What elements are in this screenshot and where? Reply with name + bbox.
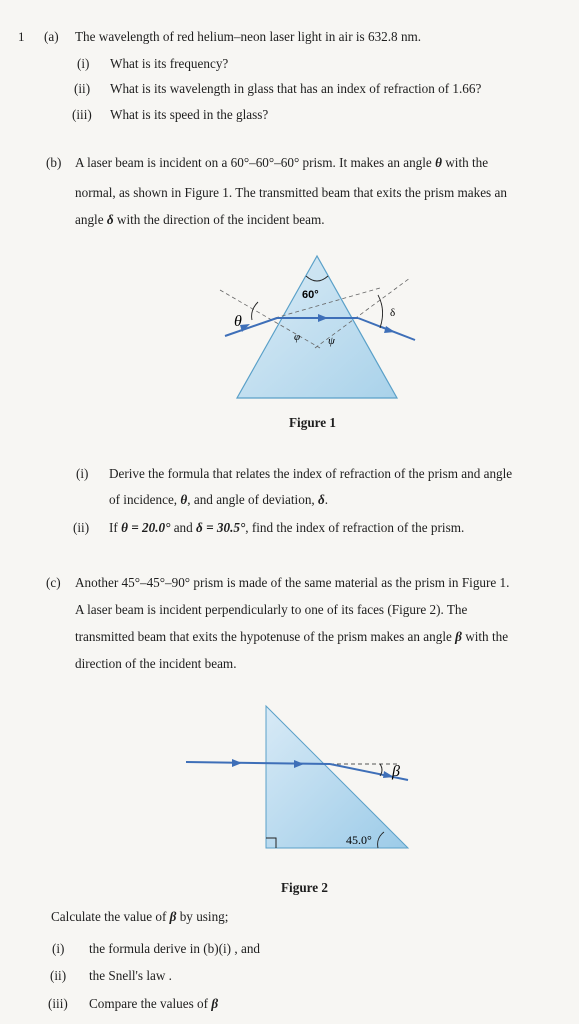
- figure-1-prism-diagram: [200, 248, 420, 408]
- calculate-line: [51, 909, 228, 925]
- part-b-line1: [75, 155, 488, 171]
- calculate-beta: β: [169, 909, 177, 924]
- part-b-line3-b: with the direction of the incident beam.: [116, 212, 325, 227]
- apex-angle-label: 60°: [302, 289, 319, 301]
- base-angle-label: 45.0°: [346, 833, 372, 847]
- part-c-line1: Another 45°–45°–90° prism is made of the same material as the prism in Figure 1.: [75, 575, 510, 590]
- part-b-i-line1: Derive the formula that relates the index of refraction of the prism and angle: [109, 466, 513, 481]
- part-b-ii-theta-value: θ = 20.0°: [121, 520, 171, 535]
- delta-arc: [378, 295, 383, 328]
- part-c-label: (c): [46, 575, 61, 590]
- part-c-line3: [75, 629, 508, 645]
- part-c-line2: A laser beam is incident perpendicularly to one of its faces (Figure 2). The: [75, 602, 468, 617]
- part-b-line3-a: angle: [75, 212, 104, 227]
- part-a-i-text: What is its frequency?: [110, 56, 229, 71]
- part-b-ii-delta-value: δ = 30.5°: [196, 520, 246, 535]
- calculate-c: by using;: [179, 909, 229, 924]
- delta-label: δ: [390, 307, 396, 319]
- figure-2-prism-diagram: [180, 700, 420, 860]
- part-c-ii-label: (ii): [50, 968, 67, 983]
- part-c-iii-a: Compare the values of: [89, 996, 209, 1011]
- part-b-ii-e: , find the index of refraction of the prism.: [245, 520, 465, 535]
- part-b-label: (b): [46, 155, 62, 170]
- part-c-iii-text: [89, 996, 218, 1012]
- delta-symbol: δ: [106, 212, 114, 227]
- part-c-line4: direction of the incident beam.: [75, 656, 237, 671]
- part-c-ii-text: the Snell's law .: [89, 968, 172, 983]
- part-c-iii-label: (iii): [48, 996, 68, 1011]
- figure-2-caption: Figure 2: [281, 880, 329, 895]
- part-a-label: (a): [44, 29, 59, 44]
- part-b-line1-a: A laser beam is incident on a 60°–60°–60° prism. It makes an angle: [75, 155, 432, 170]
- psi-label: ψ: [328, 335, 335, 347]
- part-b-i-line2-a: of incidence,: [109, 492, 178, 507]
- theta-symbol: θ: [435, 155, 442, 170]
- part-b-i-line2-e: .: [324, 492, 329, 507]
- part-a-iii-label: (iii): [72, 107, 92, 122]
- part-a-stem: The wavelength of red helium–neon laser light in air is 632.8 nm.: [75, 29, 422, 44]
- part-c-iii-beta: β: [211, 996, 219, 1011]
- beta-symbol: β: [455, 629, 462, 644]
- emergent-arrowhead: [384, 326, 395, 333]
- part-b-i-line2: [109, 492, 328, 508]
- part-c-i-text: the formula derive in (b)(i) , and: [89, 941, 261, 956]
- part-b-ii-and: and: [173, 520, 193, 535]
- prism-triangle: [237, 256, 397, 398]
- part-b-ii-a: If: [109, 520, 118, 535]
- part-a-i-label: (i): [77, 56, 90, 71]
- phi-label: φ: [294, 331, 301, 343]
- part-c-i-label: (i): [52, 941, 65, 956]
- part-b-i-theta: θ: [180, 492, 188, 507]
- part-c-line3-a: transmitted beam that exits the hypotenuse of the prism makes an angle: [75, 629, 452, 644]
- beam-arrowhead-1: [232, 759, 242, 767]
- part-b-line1-b: with the: [445, 155, 489, 170]
- part-b-i-label: (i): [76, 466, 89, 481]
- incident-ray: [225, 318, 277, 336]
- part-a-ii-text: What is its wavelength in glass that has an index of refraction of 1.66?: [110, 81, 482, 96]
- part-a-iii-text: What is its speed in the glass?: [110, 107, 269, 122]
- part-a-ii-label: (ii): [74, 81, 91, 96]
- part-c-line3-b: with the: [465, 629, 509, 644]
- part-b-i-line2-c: , and angle of deviation,: [187, 492, 315, 507]
- figure-1-caption: Figure 1: [289, 415, 337, 430]
- question-number: 1: [18, 29, 25, 44]
- theta-arc: [252, 302, 258, 320]
- theta-label: θ: [234, 313, 242, 330]
- part-b-i-delta: δ: [318, 492, 325, 507]
- calculate-a: Calculate the value of: [51, 909, 167, 924]
- part-b-ii-label: (ii): [73, 520, 90, 535]
- part-b-ii-text: [109, 520, 464, 536]
- beta-label: β: [392, 763, 400, 780]
- part-b-line3: [75, 212, 325, 228]
- part-b-line2: normal, as shown in Figure 1. The transmitted beam that exits the prism makes an: [75, 185, 507, 200]
